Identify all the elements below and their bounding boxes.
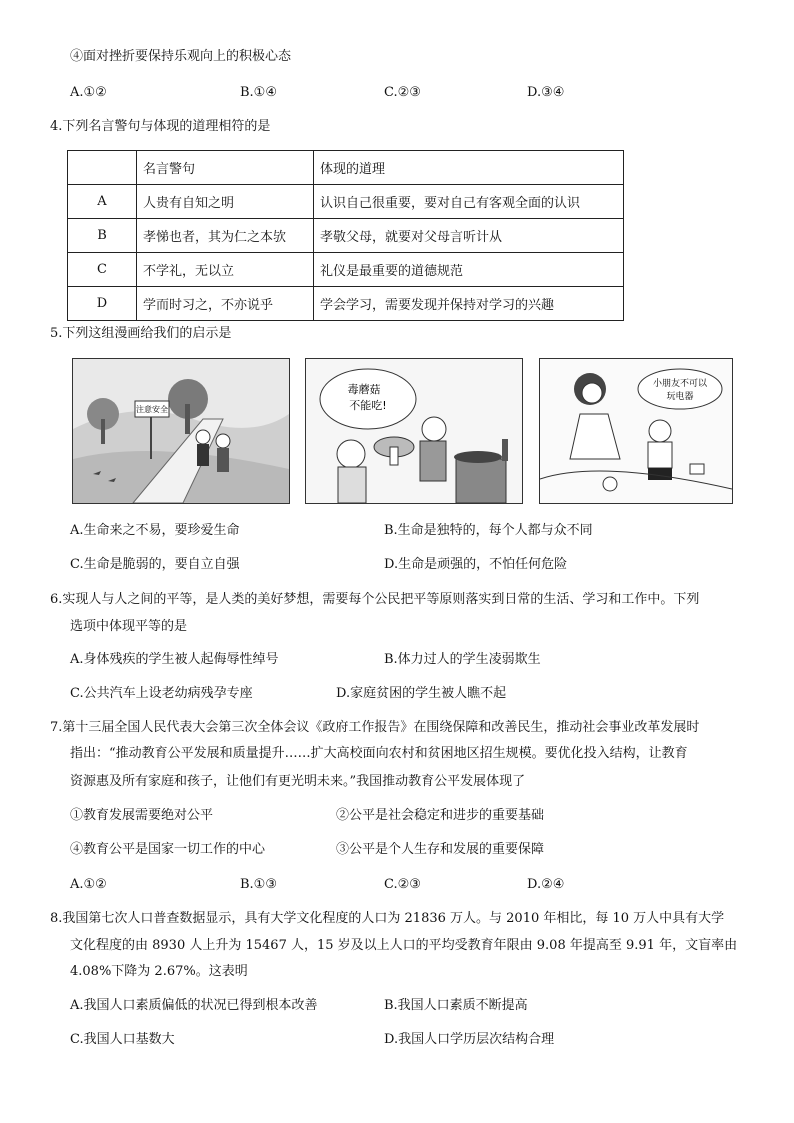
cartoon-poison-mushroom [305,358,523,504]
q7-option-b[interactable]: B.①③ [240,877,277,892]
table-cell: C [68,253,137,287]
q7-option-c[interactable]: C.②③ [384,877,421,892]
table-cell: 礼仪是最重要的道德规范 [314,253,624,287]
table-header-cell [68,151,137,185]
table-row [68,287,624,321]
table-header-cell: 体现的道理 [314,151,624,185]
table-cell: 孝敬父母，就要对父母言听计从 [314,219,624,253]
table-cell: 不学礼，无以立 [137,253,314,287]
q5-option-c[interactable]: C.生命是脆弱的，要自立自强 [70,557,240,572]
q8-option-d[interactable]: D.我国人口学历层次结构合理 [384,1032,555,1047]
table-header-cell: 名言警句 [137,151,314,185]
q6-stem-line-1: 6.实现人与人之间的平等，是人类的美好梦想，需要每个公民把平等原则落实到日常的生活、学习和工作中。下列 [50,592,700,607]
table-cell: 人贵有自知之明 [137,185,314,219]
q5-stem: 5.下列这组漫画给我们的启示是 [50,326,232,341]
table-cell: 孝悌也者，其为仁之本欤 [137,219,314,253]
q6-option-d[interactable]: D.家庭贫困的学生被人瞧不起 [336,686,507,701]
electric-safety-illustration [540,359,732,503]
q7-stem-line-3: 资源惠及所有家庭和孩子，让他们有更光明未来。”我国推动教育公平发展体现了 [70,774,526,789]
bubble-text-2: 不能吃! [349,399,387,412]
q7-item-4: ④教育公平是国家一切工作的中心 [70,842,266,857]
q8-stem-line-2: 文化程度的由 8930 人上升为 15467 人，15 岁及以上人口的平均受教育年限由 9.08 年提高至 9.91 年，文盲率由 [70,938,738,953]
q8-option-b[interactable]: B.我国人口素质不断提高 [384,998,528,1013]
table-cell: B [68,219,137,253]
q6-stem-line-2: 选项中体现平等的是 [70,619,188,634]
q6-option-b[interactable]: B.体力过人的学生凌弱欺生 [384,652,541,667]
bubble-text-3: 小朋友不可以 [652,379,708,389]
road-safety-illustration [73,359,289,503]
table-cell: A [68,185,137,219]
q7-option-a[interactable]: A.①② [70,877,107,892]
q7-option-d[interactable]: D.②④ [527,877,565,892]
q8-option-c[interactable]: C.我国人口基数大 [70,1032,175,1047]
q7-item-3: ③公平是个人生存和发展的重要保障 [336,842,545,857]
q3-item-4: ④面对挫折要保持乐观向上的积极心态 [70,49,292,64]
q3-option-d[interactable]: D.③④ [527,85,565,100]
q3-option-a[interactable]: A.①② [70,85,107,100]
q7-item-1: ①教育发展需要绝对公平 [70,808,214,823]
q5-option-a[interactable]: A.生命来之不易，要珍爱生命 [70,523,240,538]
table-row [68,219,624,253]
q3-option-c[interactable]: C.②③ [384,85,421,100]
q4-stem: 4.下列名言警句与体现的道理相符的是 [50,119,271,134]
q7-item-2: ②公平是社会稳定和进步的重要基础 [336,808,545,823]
q8-stem-line-1: 8.我国第七次人口普查数据显示，具有大学文化程度的人口为 21836 万人。与 2010 年相比，每 10 万人中具有大学 [50,911,725,926]
q5-option-d[interactable]: D.生命是顽强的，不怕任何危险 [384,557,568,572]
bubble-text-1: 毒蘑菇 [347,383,381,396]
q3-option-b[interactable]: B.①④ [240,85,277,100]
q4-table [67,150,624,321]
table-header-row [68,151,624,185]
q6-option-c[interactable]: C.公共汽车上设老幼病残孕专座 [70,686,253,701]
table-cell: 学而时习之，不亦说乎 [137,287,314,321]
q5-option-b[interactable]: B.生命是独特的，每个人都与众不同 [384,523,593,538]
cartoon-electric-safety [539,358,733,504]
q8-stem-line-3: 4.08%下降为 2.67%。这表明 [70,964,248,979]
mushroom-illustration [306,359,522,503]
q7-stem-line-1: 7.第十三届全国人民代表大会第三次全体会议《政府工作报告》在围绕保障和改善民生，推动社会事业改革发展时 [50,720,700,735]
table-cell: 认识自己很重要，要对自己有客观全面的认识 [314,185,624,219]
table-row [68,253,624,287]
bubble-text-4: 玩电器 [666,392,694,402]
q7-stem-line-2: 指出：“推动教育公平发展和质量提升……扩大高校面向农村和贫困地区招生规模。要优化投入结构，让教育 [70,746,688,761]
q8-option-a[interactable]: A.我国人口素质偏低的状况已得到根本改善 [70,998,318,1013]
table-row [68,185,624,219]
q6-option-a[interactable]: A.身体残疾的学生被人起侮辱性绰号 [70,652,279,667]
safety-sign-text: 注意安全 [136,405,168,414]
cartoon-road-safety [72,358,290,504]
table-cell: 学会学习，需要发现并保持对学习的兴趣 [314,287,624,321]
table-cell: D [68,287,137,321]
